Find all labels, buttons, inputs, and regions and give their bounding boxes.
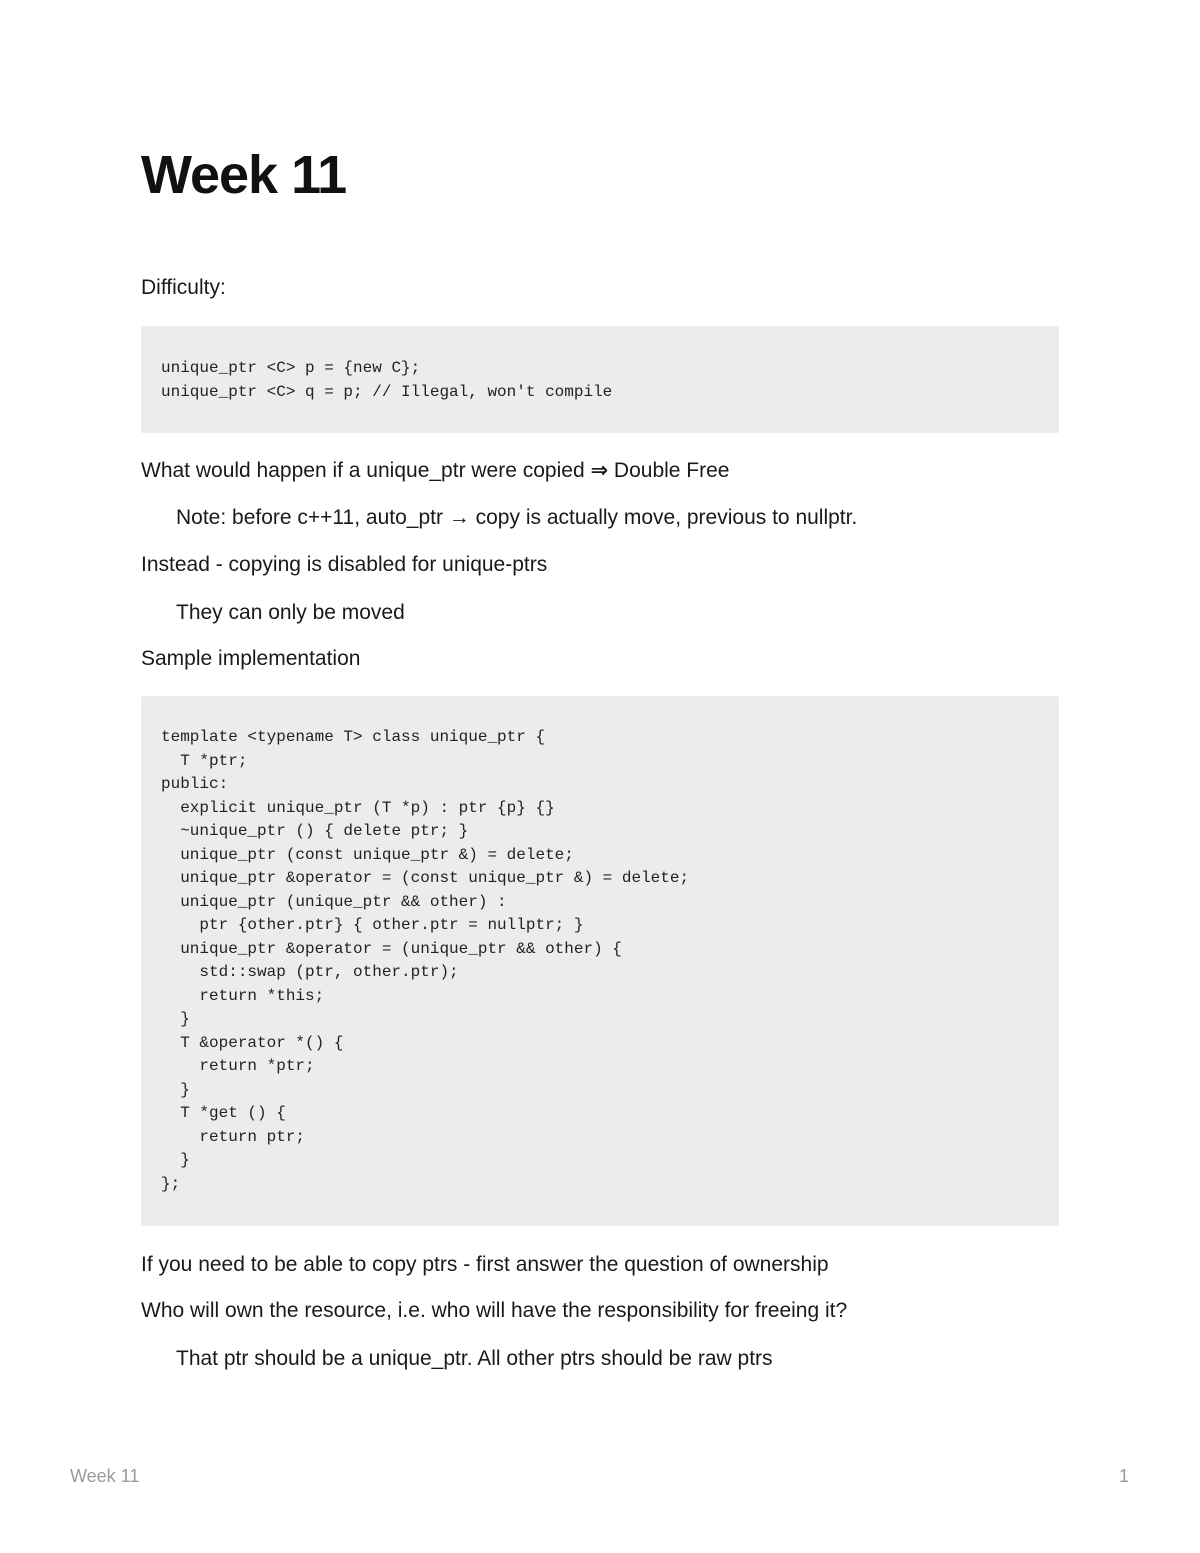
page-title: Week 11 <box>141 145 347 205</box>
difficulty-label: Difficulty: <box>141 276 226 299</box>
copy-question-suffix: Double Free <box>613 459 730 482</box>
implies-arrow-icon: ⇒ <box>590 459 609 482</box>
copy-question-prefix: What would happen if a unique_ptr were copied <box>141 459 585 482</box>
only-moved-line: They can only be moved <box>176 601 405 624</box>
copy-ptrs-line: If you need to be able to copy ptrs - first answer the question of ownership <box>141 1253 829 1276</box>
footer-title: Week 11 <box>70 1466 140 1486</box>
code-block-copy-example <box>141 326 1059 433</box>
code-block-sample-implementation-text: template <typename T> class unique_ptr { T *ptr; public: explicit unique_ptr (T *p) : ptr {p} {} ~unique_ptr () { delete ptr; } unique_ptr (const unique_ptr &) = delete; unique_ptr &operator = (const unique_ptr &) = delete; unique_ptr (unique_ptr && other) : ptr {other.ptr} { other.ptr = nullptr; } unique_ptr &operator = (unique_ptr && other) { std::swap (ptr, other.ptr); return *this; } T &operator *() { return *ptr; } T *get () { return ptr; } }; <box>161 728 690 1193</box>
code-block-sample-implementation <box>141 696 1059 1226</box>
note-before-cpp11: Note: before c++11, auto_ptr → copy is actually move, previous to nullptr. <box>176 506 858 529</box>
who-owns-line: Who will own the resource, i.e. who will have the responsibility for freeing it? <box>141 1299 848 1322</box>
instead-line: Instead - copying is disabled for unique-ptrs <box>141 553 548 576</box>
unique-ptr-answer-line: That ptr should be a unique_ptr. All other ptrs should be raw ptrs <box>176 1347 773 1370</box>
footer-page-number: 1 <box>1118 1466 1129 1486</box>
code-block-copy-example-text: unique_ptr <C> p = {new C}; unique_ptr <C> q = p; // Illegal, won't compile <box>161 359 613 401</box>
copy-question-line <box>141 457 729 484</box>
sample-implementation-label: Sample implementation <box>141 647 361 670</box>
